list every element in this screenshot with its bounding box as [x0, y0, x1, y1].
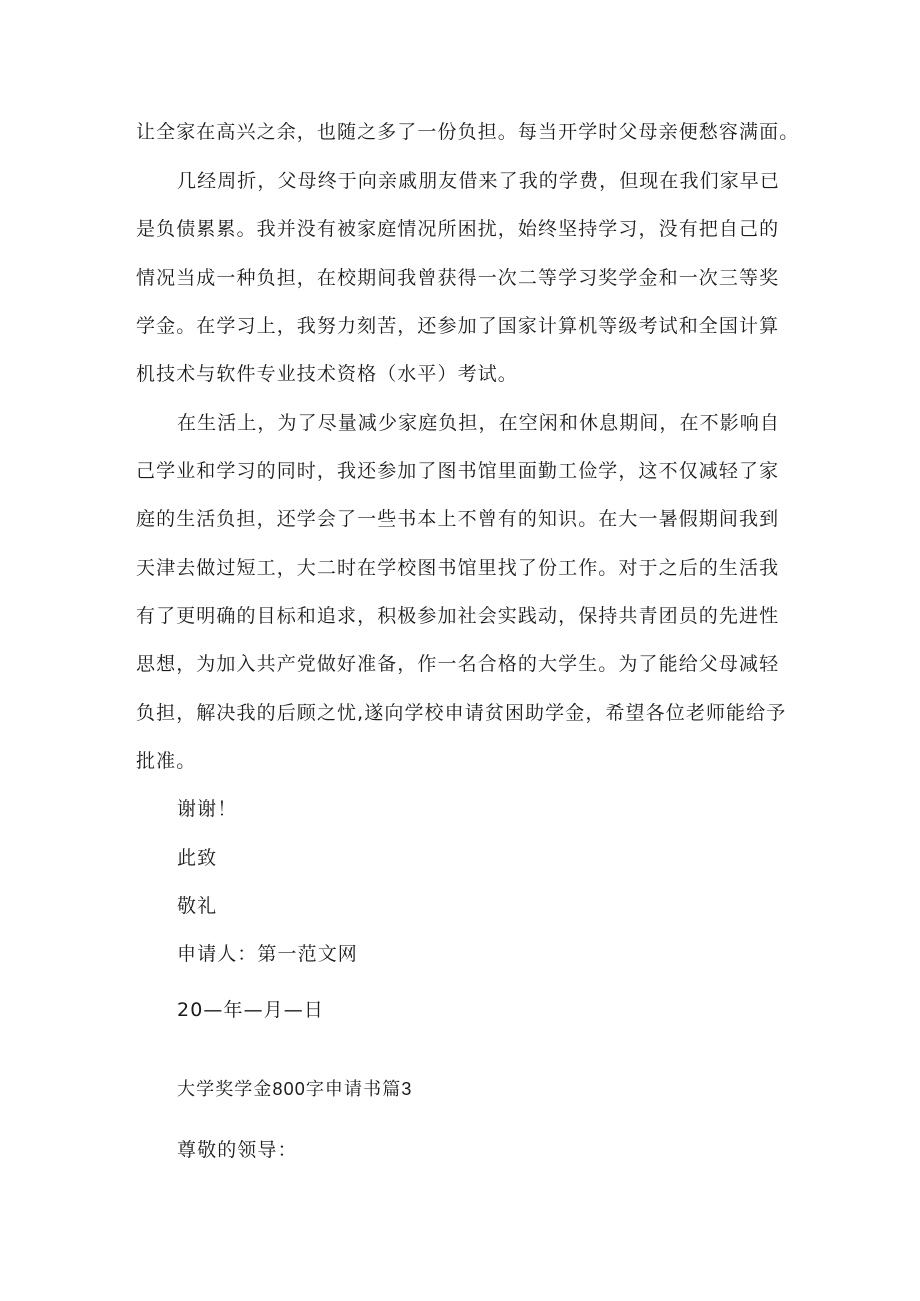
paragraph-2-line-1: 几经周折，父母终于向亲戚朋友借来了我的学费，但现在我们家早已: [177, 170, 781, 192]
paragraph-3-line-8: 批准。: [136, 750, 197, 772]
paragraph-1-line-1: 让全家在高兴之余，也随之多了一份负担。每当开学时父母亲便愁容满面。: [136, 121, 800, 143]
closing-thanks: 谢谢！: [177, 798, 238, 820]
paragraph-3-line-3: 庭的生活负担，还学会了一些书本上不曾有的知识。在大一暑假期间我到: [136, 508, 780, 530]
paragraph-2-line-2: 是负债累累。我并没有被家庭情况所困扰，始终坚持学习，没有把自己的: [136, 218, 780, 240]
closing-applicant: 申请人：第一范文网: [177, 943, 358, 965]
paragraph-3-line-4: 天津去做过短工，大二时在学校图书馆里找了份工作。对于之后的生活我: [136, 557, 780, 579]
paragraph-3-line-7: 负担，解决我的后顾之忧,遂向学校申请贫困助学金，希望各位老师能给予: [136, 702, 787, 724]
paragraph-2-line-3: 情况当成一种负担，在校期间我曾获得一次二等学习奖学金和一次三等奖: [136, 267, 780, 289]
paragraph-2-line-5: 机技术与软件专业技术资格（水平）考试。: [136, 363, 518, 385]
paragraph-3-line-1: 在生活上，为了尽量减少家庭负担，在空闲和休息期间，在不影响自: [177, 412, 781, 434]
closing-ci-zhi: 此致: [177, 847, 218, 869]
paragraph-3-line-5: 有了更明确的目标和追求，积极参加社会实践动，保持共青团员的先进性: [136, 605, 780, 627]
closing-date: 20—年—月—日: [177, 999, 324, 1021]
closing-jing-li: 敬礼: [177, 895, 218, 917]
paragraph-3-line-2: 己学业和学习的同时，我还参加了图书馆里面勤工俭学，这不仅减轻了家: [136, 460, 780, 482]
paragraph-2-line-4: 学金。在学习上，我努力刻苦，还参加了国家计算机等级考试和全国计算: [136, 315, 780, 337]
section-heading: 大学奖学金800字申请书篇3: [177, 1079, 413, 1099]
salutation: 尊敬的领导：: [177, 1139, 298, 1161]
paragraph-3-line-6: 思想，为加入共产党做好准备，作一名合格的大学生。为了能给父母减轻: [136, 653, 780, 675]
